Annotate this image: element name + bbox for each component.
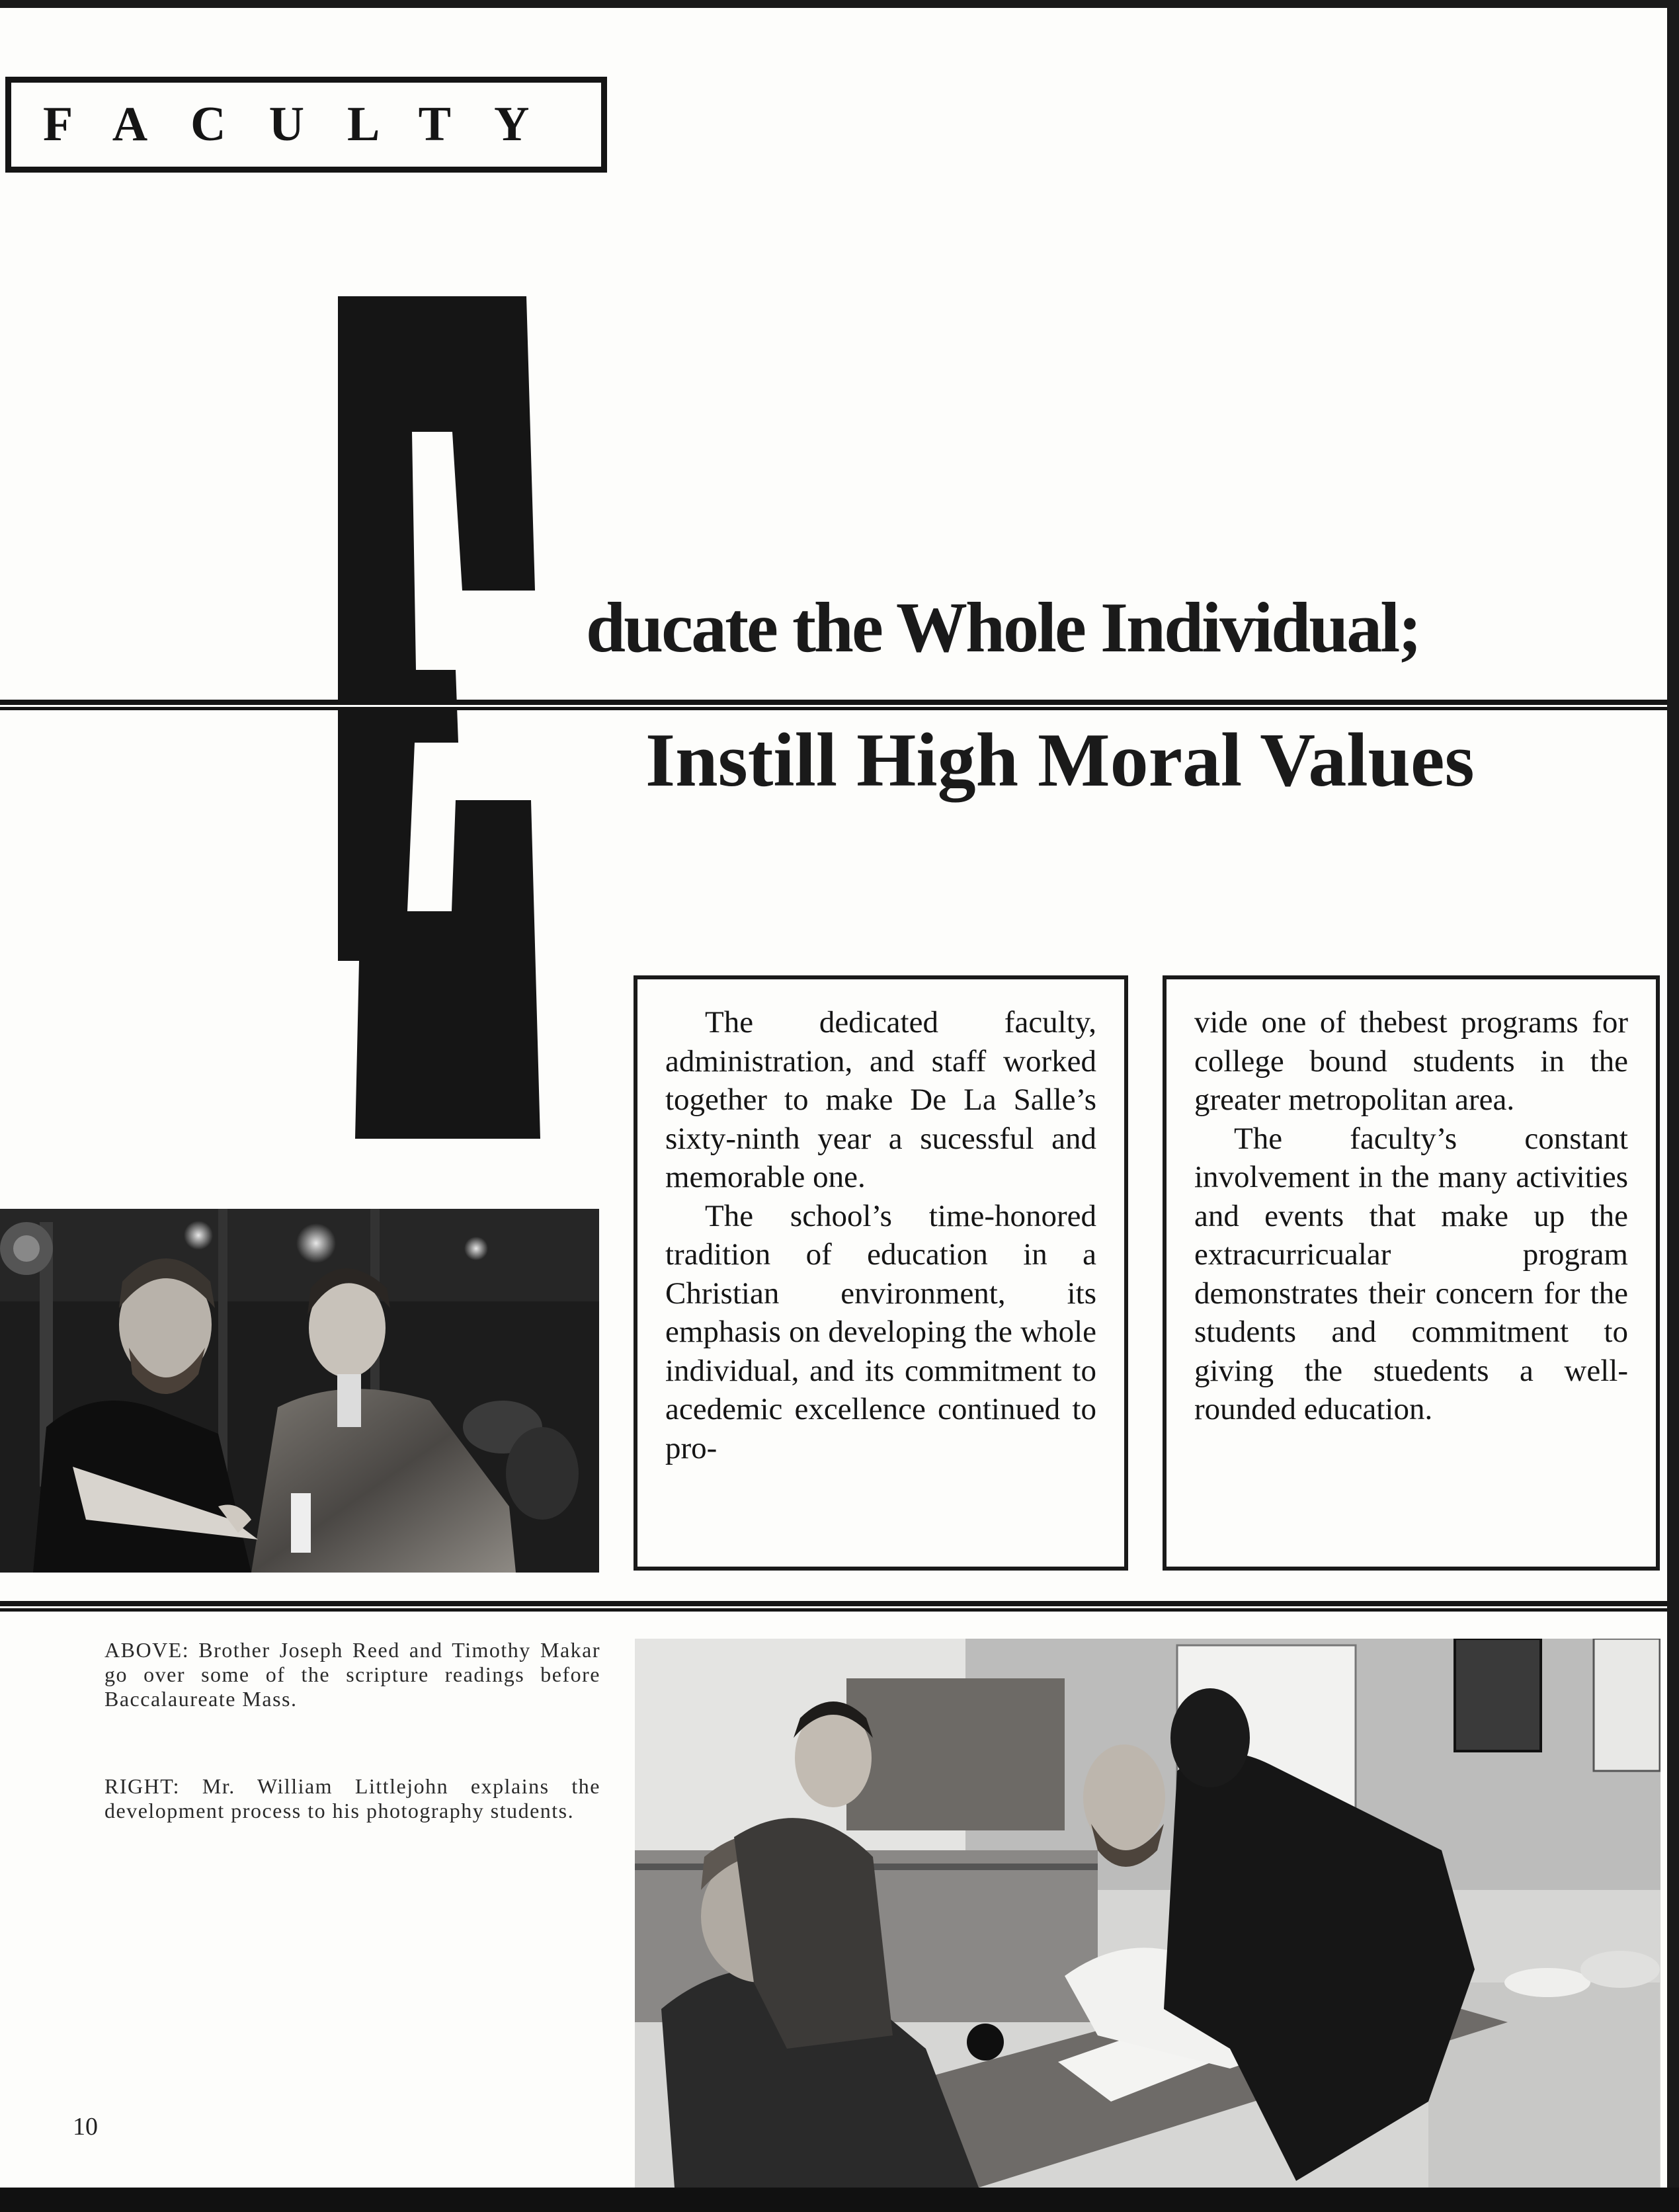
right-border	[1667, 0, 1679, 2212]
drop-cap-e	[338, 296, 540, 1139]
section-label: FACULTY	[43, 97, 573, 151]
headline-line-1: ducate the Whole Individual;	[586, 589, 1420, 667]
top-border	[0, 0, 1679, 8]
page-number: 10	[73, 2113, 98, 2141]
headline-line-2: Instill High Moral Values	[645, 718, 1475, 803]
article-paragraph: The faculty’s constant involvement in the many activities and events that make up the extracurricualar program demonstrates their concern for the students and commitment to giving the stuedents a well-rounded education.	[1194, 1121, 1628, 1426]
section-tag	[5, 77, 607, 173]
photo-baccalaureate-mass	[0, 1209, 599, 1573]
photo-photography-lab	[635, 1639, 1660, 2188]
article-paragraph: The dedicated faculty, administration, and staff worked together to make De La Salle’s sixty-ninth year a sucessful and memorable one.	[665, 1005, 1096, 1194]
article-column-1	[634, 975, 1128, 1571]
bottom-border	[0, 2188, 1679, 2212]
article-column-2	[1163, 975, 1660, 1571]
article-paragraph: The school’s time-honored tradition of education in a Christian environment, its emphasis on developing the whole individual, and its commitment to acedemic excellence continued to pro-	[665, 1198, 1096, 1465]
caption-above: ABOVE: Brother Joseph Reed and Timothy Makar go over some of the scripture readings before Baccalaureate Mass.	[104, 1638, 600, 1711]
caption-right: RIGHT: Mr. William Littlejohn explains the development process to his photography students.	[104, 1774, 600, 1823]
article-paragraph: vide one of thebest programs for college bound students in the greater metropolitan area.	[1194, 1005, 1628, 1117]
